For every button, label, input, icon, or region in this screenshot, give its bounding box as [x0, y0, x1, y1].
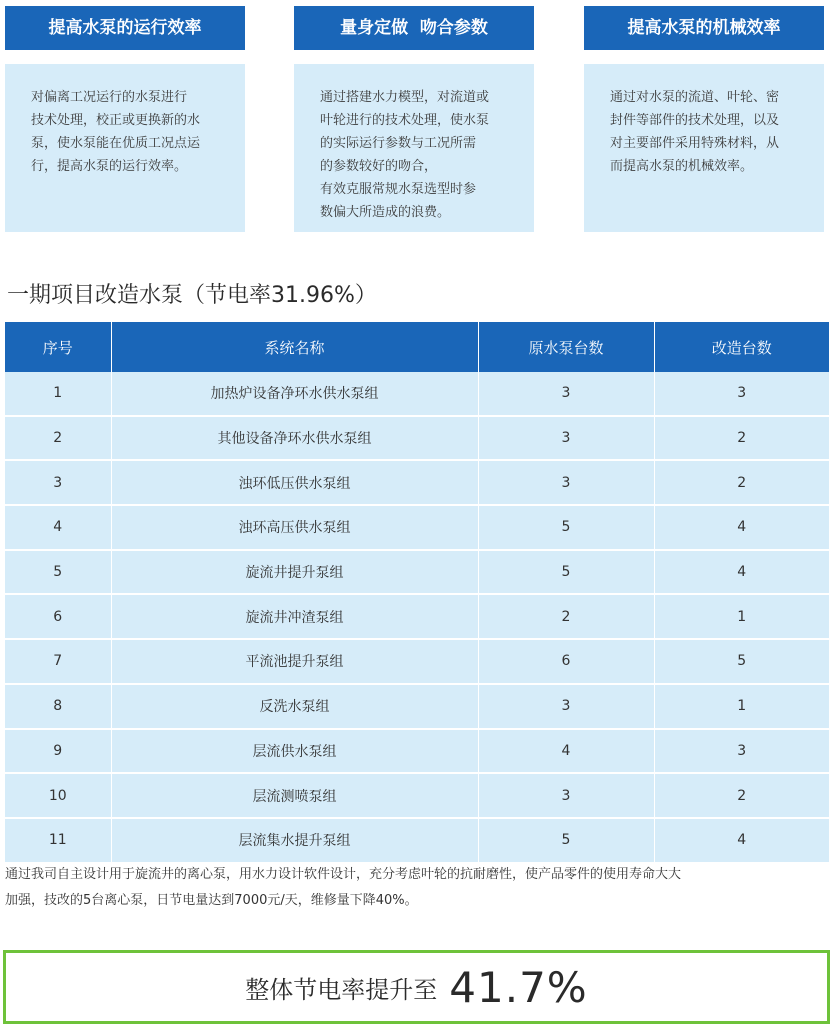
cell-original-count: 2 [478, 594, 654, 639]
cell-original-count: 5 [478, 550, 654, 595]
cell-system-name: 平流池提升泵组 [111, 639, 478, 684]
card-text-line: 技术处理，校正或更换新的水 [31, 113, 201, 128]
overall-saving-value: 41.7% [449, 962, 588, 1012]
cell-retrofit-count: 3 [654, 372, 829, 416]
cell-retrofit-count: 2 [654, 460, 829, 505]
cell-retrofit-count: 1 [654, 594, 829, 639]
table-row [5, 550, 829, 595]
cell-retrofit-count: 3 [654, 729, 829, 774]
project-note [5, 862, 831, 914]
cell-index: 5 [5, 550, 111, 595]
overall-saving-label: 整体节电率提升至 [245, 975, 438, 1004]
cell-index: 2 [5, 416, 111, 461]
card-description [584, 64, 824, 232]
cell-index: 6 [5, 594, 111, 639]
column-header-original-count: 原水泵台数 [478, 322, 654, 372]
cell-original-count: 3 [478, 684, 654, 729]
cell-original-count: 5 [478, 818, 654, 863]
card-text-line: 对偏离工况运行的水泵进行 [31, 90, 188, 105]
card-text-line: 的参数较好的吻合， [320, 159, 438, 174]
note-line: 加强，技改的5台离心泵，日节电量达到7000元/天，维修量下降40%。 [5, 893, 418, 908]
cell-retrofit-count: 1 [654, 684, 829, 729]
table-row [5, 773, 829, 818]
cell-index: 10 [5, 773, 111, 818]
cell-system-name: 反洗水泵组 [111, 684, 478, 729]
card-text-line: 有效克服常规水泵选型时参 [320, 182, 477, 197]
table-row [5, 505, 829, 550]
cell-retrofit-count: 4 [654, 818, 829, 863]
table-row [5, 818, 829, 863]
cell-retrofit-count: 2 [654, 416, 829, 461]
card-text-line: 对主要部件采用特殊材料，从 [610, 136, 780, 151]
column-header-retrofit-count: 改造台数 [654, 322, 829, 372]
feature-card-mechanical-efficiency [584, 6, 824, 232]
cell-system-name: 层流供水泵组 [111, 729, 478, 774]
feature-card-operating-efficiency [5, 6, 245, 232]
table-row [5, 684, 829, 729]
cell-index: 8 [5, 684, 111, 729]
card-text-line: 的实际运行参数与工况所需 [320, 136, 477, 151]
cell-retrofit-count: 4 [654, 505, 829, 550]
cell-system-name: 加热炉设备净环水供水泵组 [111, 372, 478, 416]
card-title: 提高水泵的机械效率 [584, 6, 824, 50]
cell-system-name: 旋流井冲渣泵组 [111, 594, 478, 639]
cell-original-count: 3 [478, 416, 654, 461]
table-section-title: 一期项目改造水泵（节电率31.96%） [7, 283, 377, 308]
cell-index: 11 [5, 818, 111, 863]
column-header-index: 序号 [5, 322, 111, 372]
table-row [5, 372, 829, 416]
cell-index: 4 [5, 505, 111, 550]
cell-system-name: 旋流井提升泵组 [111, 550, 478, 595]
cell-original-count: 6 [478, 639, 654, 684]
overall-saving-banner [3, 950, 830, 1024]
table-row [5, 639, 829, 684]
cell-original-count: 4 [478, 729, 654, 774]
table-row [5, 594, 829, 639]
cell-index: 7 [5, 639, 111, 684]
column-header-system-name: 系统名称 [111, 322, 478, 372]
cell-original-count: 3 [478, 372, 654, 416]
card-text-line: 泵，使水泵能在优质工况点运 [31, 136, 201, 151]
cell-system-name: 层流测喷泵组 [111, 773, 478, 818]
table-row [5, 460, 829, 505]
card-title: 量身定做 吻合参数 [294, 6, 534, 50]
cell-retrofit-count: 2 [654, 773, 829, 818]
cell-retrofit-count: 4 [654, 550, 829, 595]
cell-original-count: 5 [478, 505, 654, 550]
cell-index: 1 [5, 372, 111, 416]
cell-system-name: 其他设备净环水供水泵组 [111, 416, 478, 461]
card-title: 提高水泵的运行效率 [5, 6, 245, 50]
table-row [5, 416, 829, 461]
table-header-row [5, 322, 829, 372]
card-text-line: 封件等部件的技术处理，以及 [610, 113, 780, 128]
card-description [294, 64, 534, 232]
cell-system-name: 层流集水提升泵组 [111, 818, 478, 863]
card-text-line: 通过对水泵的流道、叶轮、密 [610, 90, 780, 105]
card-text-line: 数偏大所造成的浪费。 [320, 205, 451, 220]
note-line: 通过我司自主设计用于旋流井的离心泵，用水力设计软件设计，充分考虑叶轮的抗耐磨性，使产品零件的使用寿命大大 [5, 867, 682, 882]
cell-system-name: 浊环低压供水泵组 [111, 460, 478, 505]
cell-index: 3 [5, 460, 111, 505]
card-text-line: 而提高水泵的机械效率。 [610, 159, 754, 174]
cell-index: 9 [5, 729, 111, 774]
cell-system-name: 浊环高压供水泵组 [111, 505, 478, 550]
card-text-line: 行，提高水泵的运行效率。 [31, 159, 188, 174]
pump-retrofit-table [5, 322, 829, 864]
card-text-line: 叶轮进行的技术处理，使水泵 [320, 113, 490, 128]
table-row [5, 729, 829, 774]
cell-retrofit-count: 5 [654, 639, 829, 684]
table-body [5, 372, 829, 863]
feature-card-custom-parameters [294, 6, 534, 232]
card-text-line: 通过搭建水力模型，对流道或 [320, 90, 490, 105]
cell-original-count: 3 [478, 460, 654, 505]
card-description [5, 64, 245, 232]
cell-original-count: 3 [478, 773, 654, 818]
